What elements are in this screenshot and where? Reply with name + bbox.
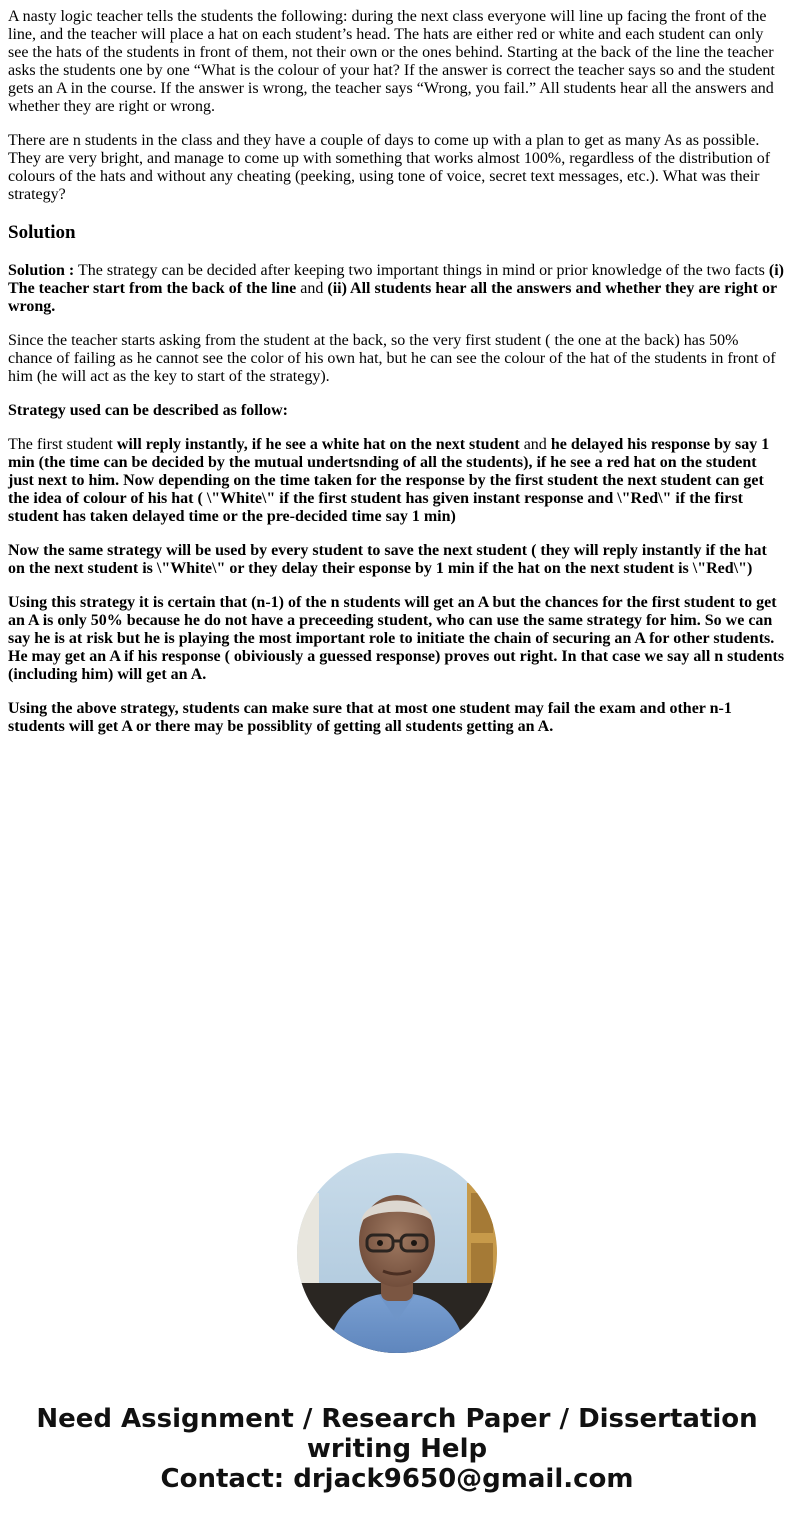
- promo-footer: [0, 1404, 794, 1494]
- solution-heading: Solution: [8, 222, 76, 243]
- step3-text: Using this strategy it is certain that (n-1) of the n students will get an A but the chances for the first student to get an A is only 50% because he do not have a preceeding student, who can use the same strategy for him. So we can say he is at risk but he is playing the most important role to initiate the chain of securing an A for other students. He may get an A if his response ( obiviously a guessed response) proves out right. In that case we say all n students (including him) will get an A.: [8, 594, 785, 683]
- problem-paragraph-1: A nasty logic teacher tells the students the following: during the next class everyone will line up facing the front of the line, and the teacher will place a hat on each student’s head. The hats are either red or white and each student can only see the hats of the students in front of them, not their own or the ones behind. Starting at the back of the line the teacher asks the students one by one “What is the colour of your hat? If the answer is correct the teacher says so and the student gets an A in the course. If the answer is wrong, the teacher says “Wrong, you fail.” All students hear all the answers and whether they are right or wrong.: [8, 8, 775, 115]
- conclusion-text: Using the above strategy, students can make sure that at most one student may fail the exam and other n-1 students will get A or there may be possiblity of getting all students getting an A.: [8, 700, 732, 735]
- step1-and: and: [519, 436, 551, 453]
- solution-intro-text: The strategy can be decided after keeping two important things in mind or prior knowledge of the two facts: [74, 262, 769, 279]
- and-text: and: [296, 280, 328, 297]
- person-photo-icon: [297, 1153, 497, 1353]
- strategy-step-1: [8, 436, 786, 526]
- step1-lead: The first student: [8, 436, 117, 453]
- promo-line-1: Need Assignment / Research Paper / Dissertation: [36, 1404, 758, 1434]
- strategy-heading-text: Strategy used can be described as follow:: [8, 402, 288, 419]
- strategy-step-2: [8, 542, 786, 578]
- problem-paragraph-2: There are n students in the class and they have a couple of days to come up with a plan to get as many As as possible. They are very bright, and manage to come up with something that works almost 100%, regardless of the distribution of colours of the hats and without any cheating (peeking, using tone of voice, secret text messages, etc.). What was their strategy?: [8, 132, 771, 203]
- author-avatar: [297, 1153, 497, 1353]
- solution-paragraph-2: Since the teacher starts asking from the student at the back, so the very first student ( the one at the back) has 50% chance of failing as he cannot see the color of his own hat, but he can see the colour of the hat of the students in front of him (he will act as the key to start of the strategy).: [8, 332, 776, 385]
- step1-delay: he delayed his response by say 1 min (the time can be decided by the mutual undertsnding of all the students), if he see a red hat on the student just next to him. Now depending on the time taken for the response by the first student the next student can get the idea of colour of his hat ( \"White\" if the first student has given instant response and \"Red\" if the first student has taken delayed time or the pre-decided time say 1 min): [8, 436, 770, 525]
- article: [0, 0, 794, 736]
- contact-email: Contact: drjack9650@gmail.com: [160, 1464, 634, 1494]
- step1-instant: will reply instantly, if he see a white hat on the next student: [116, 436, 520, 453]
- strategy-heading: [8, 402, 786, 420]
- promo-line-2: writing Help: [306, 1434, 488, 1464]
- solution-intro: [8, 262, 786, 316]
- strategy-step-3: [8, 594, 786, 684]
- solution-label: Solution :: [8, 262, 75, 279]
- fact-one: (i) The teacher start from the back of the line: [8, 262, 784, 297]
- fact-two: (ii) All students hear all the answers and whether they are right or wrong.: [8, 280, 777, 315]
- strategy-conclusion: [8, 700, 786, 736]
- step2-text: Now the same strategy will be used by every student to save the next student ( they will reply instantly if the hat on the next student is \"White\" or they delay their esponse by 1 min if the hat on the next student is \"Red\"): [8, 542, 767, 577]
